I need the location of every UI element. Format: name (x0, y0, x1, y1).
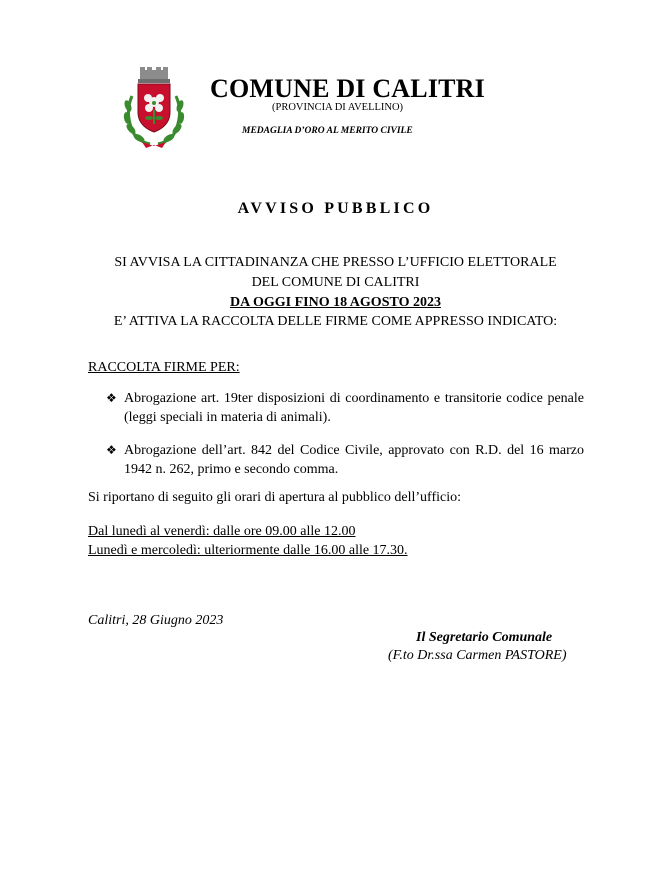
signer-name: (F.to Dr.ssa Carmen PASTORE) (388, 648, 567, 663)
notice-heading: AVVISO PUBBLICO (237, 200, 434, 217)
medal-subtitle: MEDAGLIA D’ORO AL MERITO CIVILE (242, 126, 413, 136)
hours-intro: Si riportano di seguito gli orari di apertura al pubblico dell’ufficio: (88, 490, 461, 505)
signer-title: Il Segretario Comunale (416, 630, 553, 645)
diamond-bullet-icon: ❖ (106, 443, 117, 457)
list-item-text: Abrogazione dell’art. 842 del Codice Civile, approvato con R.D. del 16 marzo 1942 n. 262, primo e secondo comma. (124, 443, 584, 477)
hours-line-2: Lunedì e mercoledì: ulteriormente dalle 16.00 alle 17.30. (88, 543, 408, 558)
hours-line-1: Dal lunedì al venerdì: dalle ore 09.00 alle 12.00 (88, 524, 356, 539)
notice-line-4: E’ ATTIVA LA RACCOLTA DELLE FIRME COME APPRESSO INDICATO: (113, 314, 558, 329)
province-subtitle: (PROVINCIA DI AVELLINO) (272, 102, 404, 113)
collection-label: RACCOLTA FIRME PER: (88, 360, 240, 375)
notice-deadline: DA OGGI FINO 18 AGOSTO 2023 (230, 295, 441, 310)
date-line: Calitri, 28 Giugno 2023 (88, 613, 224, 628)
list-item-text: Abrogazione art. 19ter disposizioni di coordinamento e transitorie codice penale (leggi speciali in materia di animali). (124, 391, 584, 425)
list-item (106, 441, 584, 479)
coat-of-arms-icon (120, 66, 188, 148)
notice-line-2: DEL COMUNE DI CALITRI (251, 275, 420, 290)
list-item (106, 389, 584, 427)
diamond-bullet-icon: ❖ (106, 391, 117, 405)
notice-line-1: SI AVVISA LA CITTADINANZA CHE PRESSO L’UFFICIO ELETTORALE (114, 255, 557, 270)
municipality-title: COMUNE DI CALITRI (210, 74, 485, 103)
